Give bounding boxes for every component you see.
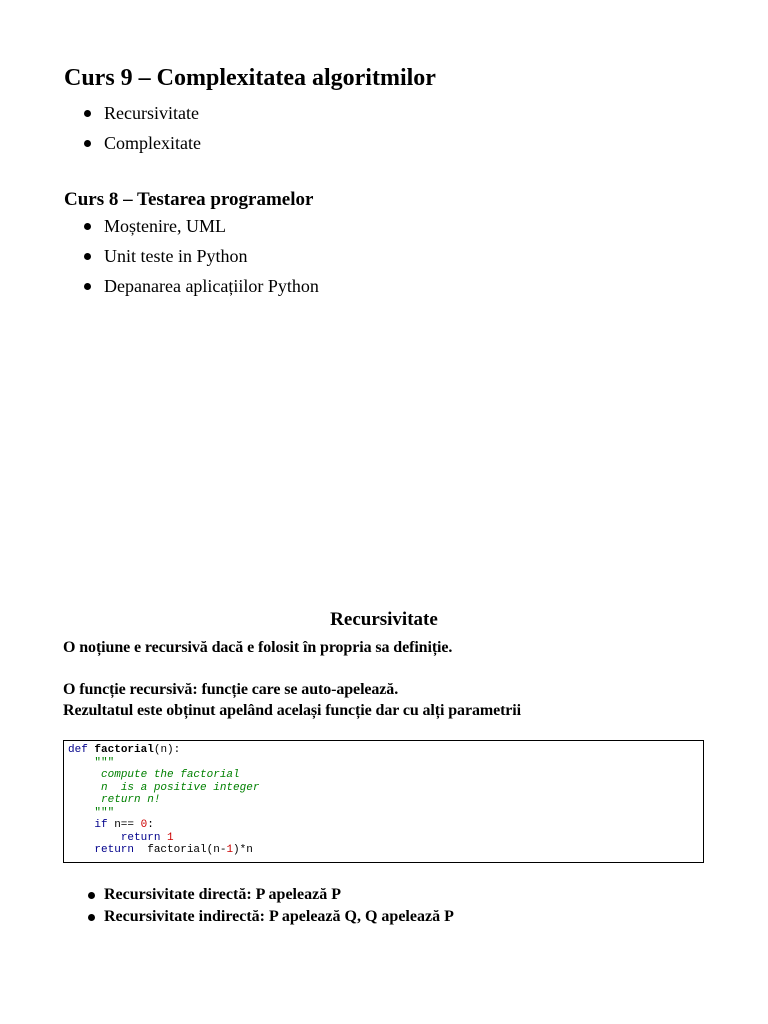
list-item	[64, 133, 201, 153]
code-line	[68, 757, 703, 770]
code-number: 0	[140, 819, 148, 831]
code-keyword: return	[94, 844, 135, 856]
recursion-types-list	[68, 885, 454, 929]
code-line	[68, 832, 703, 845]
list-item-label: Unit teste in Python	[104, 246, 248, 266]
list-item-label: Recursivitate	[104, 103, 199, 123]
code-function-name: factorial	[94, 744, 154, 756]
code-text: (n):	[153, 744, 181, 756]
code-line	[68, 819, 703, 832]
function-paragraph: O funcție recursivă: funcție care se auto-apelează.	[63, 681, 399, 698]
bullet-icon	[84, 140, 91, 147]
list-item	[68, 907, 454, 927]
code-keyword: def	[68, 744, 88, 756]
code-text: n==	[107, 819, 141, 831]
code-line	[68, 769, 703, 782]
bullet-icon	[88, 892, 95, 899]
list-item	[64, 216, 319, 236]
code-number: 1	[167, 831, 174, 844]
list-item-label: Recursivitate directă: P apelează P	[104, 886, 341, 903]
list-item	[64, 276, 319, 296]
code-docstring: """	[94, 806, 115, 819]
curs9-title: Curs 9 – Complexitatea algoritmilor	[64, 65, 436, 91]
list-item-label: Recursivitate indirectă: P apelează Q, Q apelează P	[104, 908, 454, 925]
code-line	[68, 807, 703, 820]
result-paragraph: Rezultatul este obținut apelând același funcție dar cu alți parametrii	[63, 702, 522, 719]
curs9-topic-list	[64, 103, 201, 163]
code-line	[68, 782, 703, 795]
code-text: :	[147, 819, 154, 831]
code-line	[68, 744, 703, 757]
bullet-icon	[84, 110, 91, 117]
list-item	[64, 246, 319, 266]
list-item	[64, 103, 201, 123]
code-keyword: if	[94, 819, 108, 831]
bullet-icon	[88, 914, 95, 921]
code-text: factorial(n-	[134, 844, 227, 856]
code-keyword: return	[120, 831, 161, 844]
curs8-topic-list	[64, 216, 319, 306]
curs8-title: Curs 8 – Testarea programelor	[64, 189, 314, 210]
code-number: 1	[226, 844, 234, 856]
bullet-icon	[84, 283, 91, 290]
code-line	[68, 794, 703, 807]
bullet-icon	[84, 253, 91, 260]
code-docstring: return n!	[101, 794, 161, 806]
list-item-label: Complexitate	[104, 133, 201, 153]
list-item-label: Moștenire, UML	[104, 216, 226, 236]
definition-paragraph: O noțiune e recursivă dacă e folosit în propria sa definiție.	[63, 639, 453, 656]
recursivitate-title: Recursivitate	[330, 609, 438, 630]
code-line	[68, 844, 703, 857]
code-docstring: """	[94, 756, 115, 769]
list-item	[68, 885, 454, 905]
bullet-icon	[84, 223, 91, 230]
list-item-label: Depanarea aplicațiilor Python	[104, 276, 319, 296]
code-text: )*n	[233, 844, 253, 856]
code-docstring: compute the factorial	[101, 769, 240, 781]
code-docstring: n is a positive integer	[101, 781, 260, 794]
code-block	[63, 740, 704, 863]
